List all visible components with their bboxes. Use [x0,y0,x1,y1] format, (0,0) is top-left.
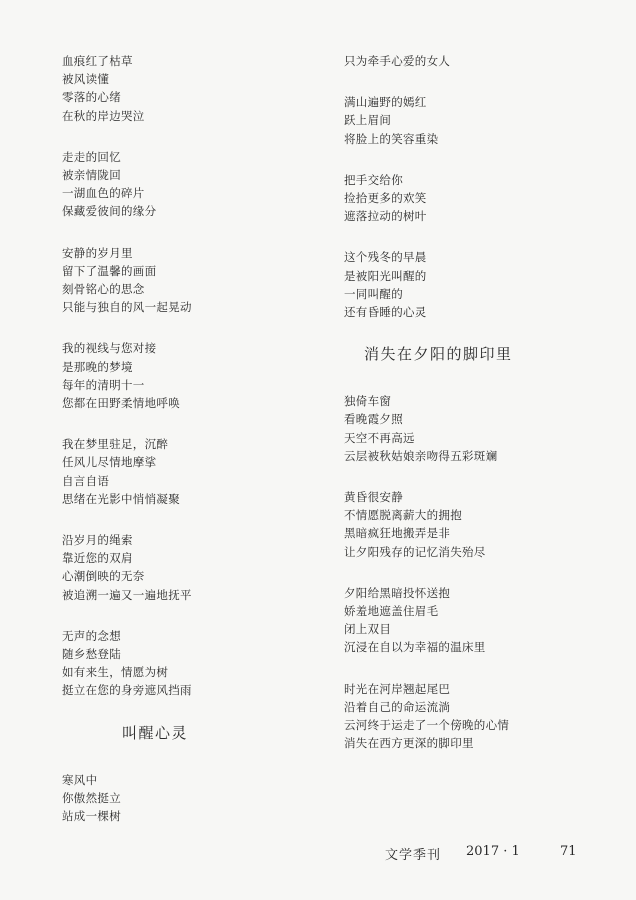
poem-line: 站成一棵树 [62,809,121,824]
poem-line: 任风儿尽情地摩挲 [62,455,157,470]
poem-title-jiaoxing-xinling: 叫醒心灵 [122,723,189,742]
poem-line: 不情愿脱离薪大的拥抱 [344,508,462,523]
poem-line: 是那晚的梦境 [62,359,133,374]
issue-number: 2017 · 1 [466,844,520,859]
poem-line: 思绪在光影中悄悄凝聚 [62,491,180,506]
poem-line: 让夕阳残存的记忆消失殆尽 [344,544,486,559]
stanza [62,52,312,125]
poem-line: 沿岁月的绳索 [62,533,133,548]
stanza [344,52,594,70]
page-footer [0,844,636,864]
poem-line: 血痕红了枯草 [62,54,133,68]
poem-line: 是被阳光叫醒的 [344,268,427,283]
poem-line: 被追溯一遍又一遍地抚平 [62,587,192,602]
poem-line: 黑暗疯狂地搬弄是非 [344,526,451,541]
page-number: 71 [560,844,577,859]
stanza [344,584,594,657]
stanza [344,248,594,321]
poem-line: 无声的念想 [62,628,121,643]
poem-line: 只为牵手心爱的女人 [344,54,451,68]
poem-line: 保藏爱彼间的缘分 [62,204,157,219]
poem-line: 沿着自己的命运流淌 [344,699,451,714]
poem-line: 我的视线与您对接 [62,341,157,356]
poem-line: 夕阳给黑暗投怀送抱 [344,585,451,600]
right-poem-xiaoshi [344,392,594,752]
poem-line: 心潮倒映的无奈 [62,569,145,584]
poem-line: 随乡愁登陆 [62,647,121,662]
poem-line: 零落的心绪 [62,90,121,105]
poem-line: 寒风中 [62,772,98,787]
poem-line: 云层被秋姑娘亲吻得五彩斑斓 [344,448,498,463]
poem-line: 看晚霞夕照 [344,412,403,427]
poem-line: 天空不再高远 [344,430,415,445]
left-poem-jiaoxing-xinling [62,771,312,826]
poem-line: 一同叫醒的 [344,286,403,301]
stanza [344,488,594,561]
journal-name: 文学季刊 [385,848,442,863]
left-column [62,52,312,848]
stanza [62,148,312,221]
poem-line: 如有来生，情愿为树 [62,665,169,680]
poem-line: 一湖血色的碎片 [62,186,145,201]
poem-line: 自言自语 [62,473,110,488]
poem-line: 刻骨铭心的思念 [62,282,145,297]
poem-line: 在秋的岸边哭泣 [62,108,145,123]
poem-line: 闭上双目 [344,622,392,637]
poem-title-xiaoshi: 消失在夕阳的脚印里 [364,345,513,364]
stanza [62,435,312,508]
poem-line: 满山遍野的嫣红 [344,95,427,110]
poem-line: 被亲情陇回 [62,168,121,183]
poem-line: 捡拾更多的欢笑 [344,191,427,206]
poem-line: 走走的回忆 [62,149,121,164]
poem-line: 靠近您的双肩 [62,551,133,566]
poem-line: 遮落拉动的树叶 [344,209,427,224]
poem-line: 这个残冬的早晨 [344,250,427,265]
stanza [344,680,594,753]
poem-line: 消失在西方更深的脚印里 [344,736,474,751]
stanza [62,771,312,826]
stanza [62,627,312,700]
poem-line: 每年的清明十一 [62,377,145,392]
right-column [344,52,594,775]
poem-line: 沉浸在自以为幸福的温床里 [344,640,486,655]
poem-line: 黄昏很安静 [344,490,403,505]
poem-line: 将脸上的笑容重染 [344,131,439,146]
poem-line: 安静的岁月里 [62,245,133,260]
poem-line: 我在梦里驻足，沉醉 [62,437,169,452]
stanza [62,531,312,604]
poem-line: 挺立在您的身旁遮风挡雨 [62,683,192,698]
poem-line: 留下了温馨的画面 [62,263,157,278]
stanza [344,171,594,226]
poem-line: 你傲然挺立 [62,790,121,805]
stanza [344,93,594,148]
stanza [62,244,312,317]
poem-line: 娇羞地遮盖住眉毛 [344,604,439,619]
stanza [344,392,594,465]
poem-line: 您都在田野柔情地呼唤 [62,396,180,411]
poem-line: 只能与独自的风一起晃动 [62,300,192,315]
left-poem-continued [62,52,312,700]
poem-line: 独倚车窗 [344,394,392,409]
poem-line: 还有昏睡的心灵 [344,305,427,320]
poem-line: 时光在河岸翘起尾巴 [344,681,451,696]
poem-line: 把手交给你 [344,172,403,187]
poem-line: 被风读懂 [62,72,110,87]
poem-line: 跃上眉间 [344,113,392,128]
right-poem-continued [344,52,594,321]
poem-line: 云河终于运走了一个傍晚的心情 [344,718,510,733]
stanza [62,339,312,412]
